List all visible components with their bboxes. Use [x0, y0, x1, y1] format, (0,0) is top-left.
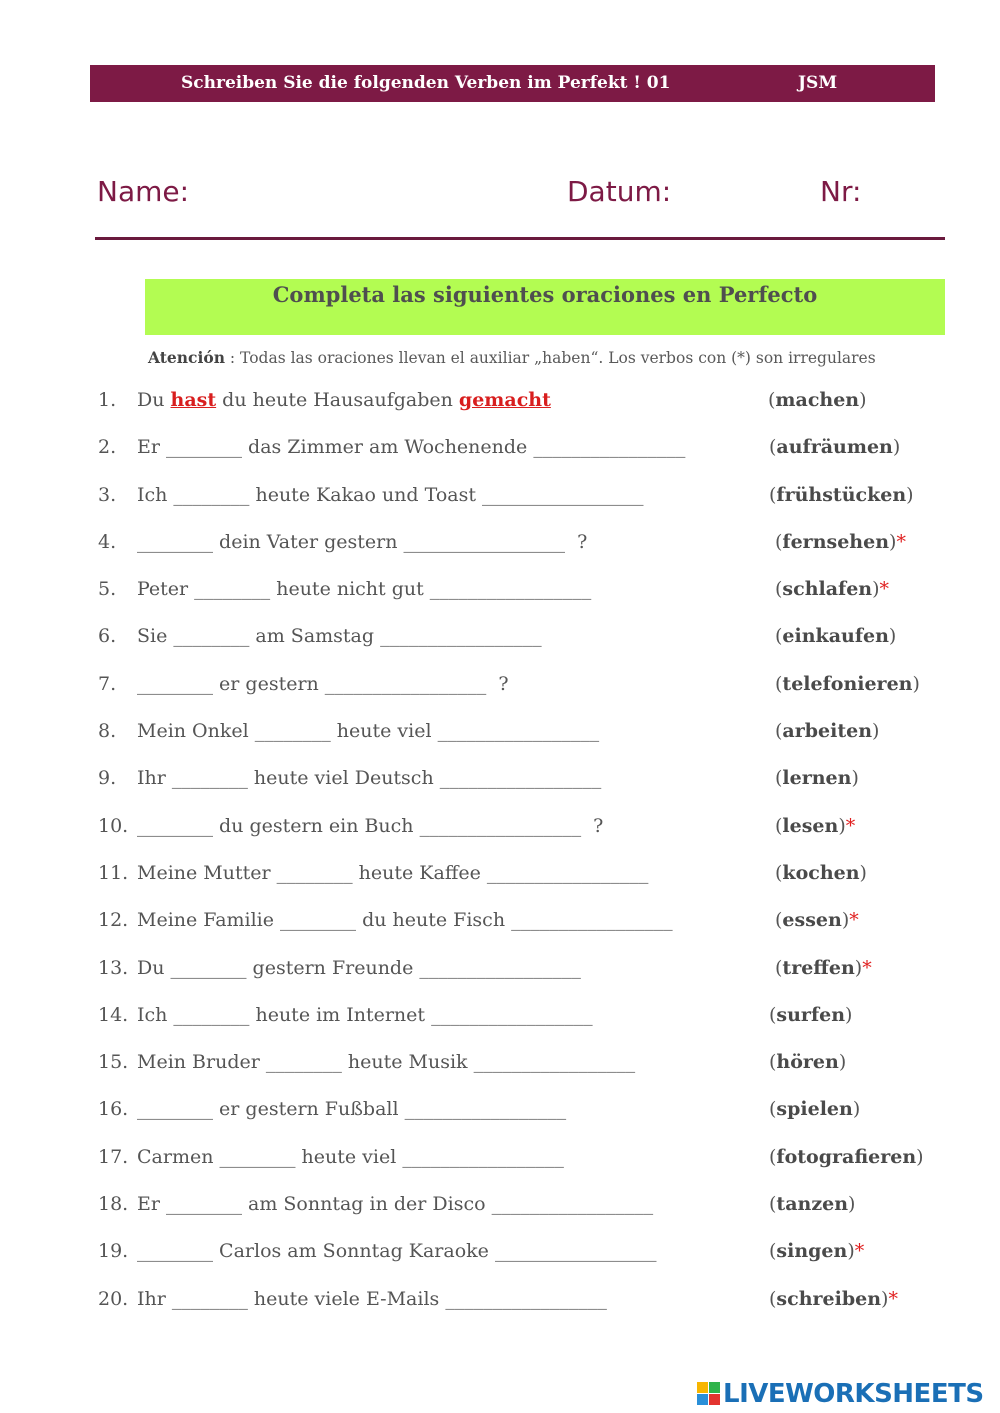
attention-note [148, 348, 948, 367]
verb-infinitive: arbeiten [782, 720, 873, 743]
item-number: 10. [98, 814, 129, 837]
item-number: 4. [98, 530, 117, 553]
exercise-item [0, 433, 1000, 480]
item-sentence: ________ du gestern ein Buch _________________ ? [137, 814, 604, 837]
verb-hint: (telefonieren) [775, 672, 920, 695]
example-sentence [137, 386, 551, 414]
exercise-item [0, 1048, 1000, 1095]
item-sentence: Meine Mutter ________ heute Kaffee _________________ [137, 861, 649, 884]
irregular-marker: * [862, 956, 872, 979]
exercise-item [0, 670, 1000, 717]
verb-infinitive: spielen [776, 1098, 853, 1121]
item-sentence: Er ________ am Sonntag in der Disco _________________ [137, 1193, 654, 1216]
item-sentence: Mein Bruder ________ heute Musik _________________ [137, 1051, 636, 1074]
verb-hint: (kochen) [775, 861, 867, 884]
verb-hint: (spielen) [769, 1098, 861, 1121]
exercise-item [0, 1285, 1000, 1332]
item-sentence: Ich ________ heute Kakao und Toast _________________ [137, 483, 644, 506]
irregular-marker: * [854, 1240, 865, 1263]
date-label: Datum: [567, 175, 672, 208]
item-number: 15. [98, 1051, 129, 1074]
item-number: 19. [98, 1240, 129, 1263]
number-label: Nr: [820, 175, 862, 208]
exercise-item [0, 1143, 1000, 1190]
irregular-marker: * [849, 909, 859, 932]
note-text: : Todas las oraciones llevan el auxiliar „haben“. Los verbos con (*) son irregulares [224, 349, 876, 367]
verb-hint: (arbeiten) [775, 720, 880, 743]
item-sentence: Meine Familie ________ du heute Fisch _________________ [137, 909, 673, 932]
exercise-item-example [0, 386, 1000, 433]
verb-infinitive: einkaufen [782, 625, 889, 648]
verb-infinitive: tanzen [776, 1193, 849, 1216]
exercise-item [0, 575, 1000, 622]
item-number: 8. [98, 720, 117, 743]
exercise-item [0, 1190, 1000, 1237]
item-number: 13. [98, 956, 129, 979]
verb-infinitive: fotografieren [776, 1145, 917, 1168]
exercise-item [0, 1237, 1000, 1284]
verb-hint: (lesen)* [775, 814, 856, 837]
item-sentence: ________ Carlos am Sonntag Karaoke _________________ [137, 1240, 657, 1263]
verb-hint: (singen)* [769, 1240, 865, 1263]
item-number: 6. [98, 625, 117, 648]
item-sentence: Ihr ________ heute viele E-Mails _________________ [137, 1287, 607, 1310]
item-number: 1. [98, 389, 117, 411]
verb-infinitive: essen [782, 909, 842, 932]
exercise-item [0, 812, 1000, 859]
exercise-item [0, 859, 1000, 906]
verb-hint: (frühstücken) [769, 483, 914, 506]
title-banner [90, 65, 935, 102]
example-middle: du heute Hausaufgaben [216, 389, 459, 411]
item-sentence: Peter ________ heute nicht gut _________________ [137, 578, 592, 601]
verb-infinitive: lesen [782, 814, 839, 837]
verb-infinitive: frühstücken [776, 483, 907, 506]
verb-hint: (surfen) [769, 1003, 853, 1026]
verb-infinitive: singen [776, 1240, 848, 1263]
item-sentence: Sie ________ am Samstag _________________ [137, 625, 542, 648]
instruction-title: Completa las siguientes oraciones en Perfecto [272, 282, 818, 307]
verb-hint: (aufräumen) [769, 436, 901, 459]
verb-infinitive: machen [775, 389, 860, 411]
item-number: 2. [98, 436, 117, 459]
item-sentence: Du ________ gestern Freunde _________________ [137, 956, 581, 979]
item-number: 5. [98, 578, 117, 601]
item-sentence: ________ dein Vater gestern _________________ ? [137, 530, 588, 553]
verb-hint: (treffen)* [775, 956, 872, 979]
verb-infinitive: telefonieren [782, 672, 913, 695]
example-before: Du [137, 389, 171, 411]
exercise-item [0, 622, 1000, 669]
author-initials: JSM [798, 73, 838, 93]
item-sentence: Carmen ________ heute viel _________________ [137, 1145, 564, 1168]
verb-infinitive: schreiben [776, 1287, 882, 1310]
item-number: 18. [98, 1193, 129, 1216]
exercise-item [0, 906, 1000, 953]
verb-infinitive: treffen [782, 956, 855, 979]
verb-infinitive: hören [776, 1051, 839, 1074]
item-number: 3. [98, 483, 117, 506]
example-aux-answer: hast [170, 389, 217, 411]
item-number: 14. [98, 1003, 129, 1026]
verb-infinitive: aufräumen [776, 436, 893, 459]
verb-hint: (hören) [769, 1051, 847, 1074]
verb-hint: (einkaufen) [775, 625, 897, 648]
exercise-item [0, 481, 1000, 528]
item-sentence: Ich ________ heute im Internet _________________ [137, 1003, 593, 1026]
liveworksheets-logo-icon [697, 1382, 721, 1406]
item-sentence: Er ________ das Zimmer am Wochenende ________________ [137, 436, 686, 459]
item-number: 17. [98, 1145, 129, 1168]
brand-wordmark: LIVEWORKSHEETS [723, 1379, 984, 1409]
irregular-marker: * [888, 1287, 898, 1310]
item-number: 12. [98, 909, 129, 932]
verb-hint: (fotografieren) [769, 1145, 924, 1168]
verb-hint: (tanzen) [769, 1193, 856, 1216]
example-participle-answer: gemacht [458, 389, 551, 411]
exercise-item [0, 1001, 1000, 1048]
liveworksheets-logo [697, 1378, 984, 1410]
item-number: 20. [98, 1287, 129, 1310]
item-sentence: ________ er gestern Fußball _________________ [137, 1098, 567, 1121]
header-divider [95, 237, 945, 240]
item-sentence: ________ er gestern _________________ ? [137, 672, 509, 695]
note-label: Atención [148, 348, 225, 367]
item-number: 11. [98, 861, 129, 884]
irregular-marker: * [896, 530, 906, 553]
verb-hint: (schreiben)* [769, 1287, 898, 1310]
exercise-item [0, 717, 1000, 764]
exercise-list [0, 386, 1000, 1332]
verb-hint: (lernen) [775, 767, 859, 790]
exercise-item [0, 954, 1000, 1001]
exercise-item [0, 528, 1000, 575]
verb-infinitive: surfen [776, 1003, 846, 1026]
exercise-item [0, 764, 1000, 811]
item-number: 7. [98, 672, 117, 695]
item-number: 9. [98, 767, 117, 790]
verb-infinitive: fernsehen [782, 530, 890, 553]
verb-hint: (essen)* [775, 909, 859, 932]
item-number: 16. [98, 1098, 129, 1121]
irregular-marker: * [879, 578, 890, 601]
instruction-box [145, 279, 945, 335]
verb-infinitive: lernen [782, 767, 852, 790]
worksheet-title: Schreiben Sie die folgenden Verben im Perfekt ! 01 [181, 73, 671, 93]
item-sentence: Mein Onkel ________ heute viel _________________ [137, 720, 600, 743]
verb-hint: (fernsehen)* [775, 530, 906, 553]
verb-infinitive: schlafen [782, 578, 873, 601]
verb-infinitive: kochen [782, 861, 860, 884]
verb-hint: (schlafen)* [775, 578, 890, 601]
irregular-marker: * [845, 814, 856, 837]
exercise-item [0, 1095, 1000, 1142]
item-sentence: Ihr ________ heute viel Deutsch _________________ [137, 767, 602, 790]
name-label: Name: [97, 175, 190, 208]
verb-hint: (machen) [768, 389, 867, 411]
